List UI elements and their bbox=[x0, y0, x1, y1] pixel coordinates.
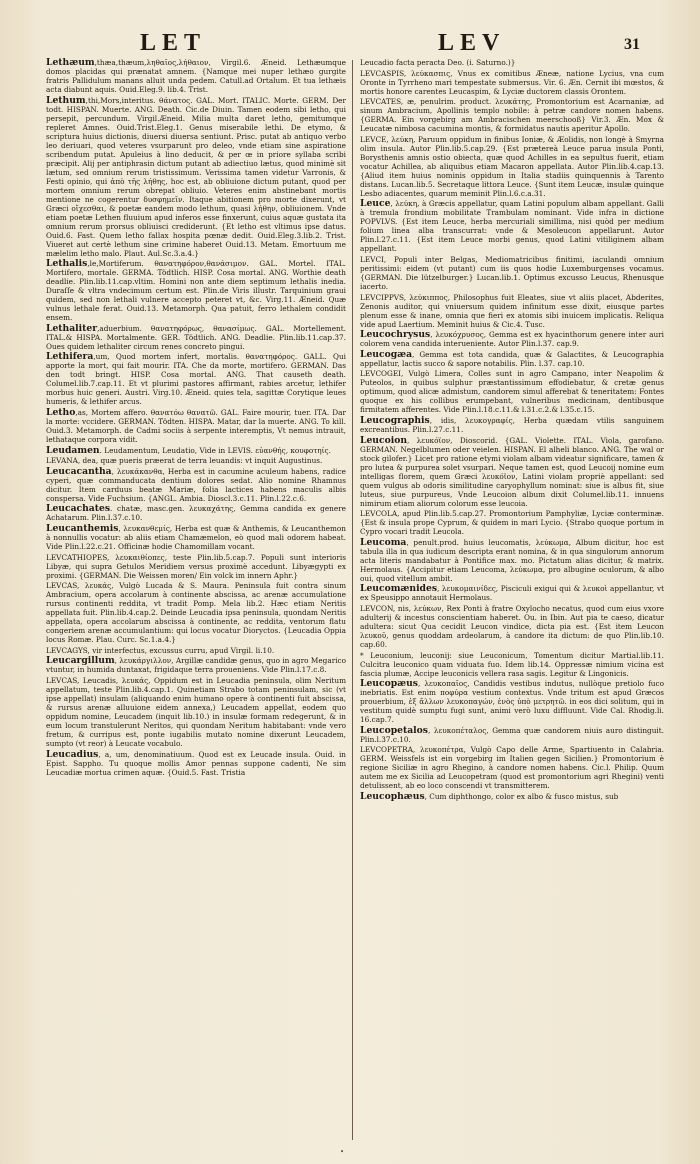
dictionary-entry bbox=[360, 651, 664, 678]
entry-text: LEVCATHIOPES, λευκαιθίοπες, teste Plin.lib.5.cap.7. Populi sunt interioris Libyæ, qui supra Getulos Meridiem versus proximè accedunt. Libyægypti ex proximi. {GERMAN. Die Weissen moren/ Ein volck im innern Aphr.} bbox=[46, 552, 346, 580]
entry-text: , λευκομαινίδες, Pisciculi exigui qui & λευκοὶ appellantur, vt ex Speusippo annotauit Hermolaus. bbox=[360, 584, 664, 603]
entry-text: ,as, Mortem affero. θανατόω θανατῶ. GAL. Faire mourir, tuer. ITA. Dar la morte: vccidere. GERMAN. Tödten. HISPA. Matar, dar la muerte. ANG. To kill. Ouid.3. Metamorph. de Cadmi sociis à serpente interemptis, Vt nemus intrauit, lethataque corpora vidit. bbox=[46, 407, 346, 444]
entry-text: LEVANA, dea, quæ pueris præerat de terra leuandis: vt inquit Augustinus. bbox=[46, 456, 323, 466]
entry-text: LEVCAGYS, vir interfectus, excussus curru, apud Virgil. li.10. bbox=[46, 645, 275, 655]
entry-headword: Leucopæus bbox=[360, 678, 418, 690]
dictionary-entry bbox=[46, 352, 346, 406]
entry-headword: Lethalis bbox=[46, 258, 88, 270]
entry-headword: Leucopetalos bbox=[360, 724, 428, 736]
entry-text: LEVCAS, Leucadis, λευκάς, Oppidum est in Leucadia peninsula, olim Neritum appellatum, teste Plin.lib.4.cap.1. Quinetiam Strabo totam peninsulam, sic (vt ipse appellat) insulam (aliquando enim humano opere à continenti fuit abscissa, & rursus arenæ alluuione eidem annexa,) Leucadem appellat, eodem quo oppidum nomine, Leucadem (inquit lib.10.) in insulæ formam redegerunt, & in eum locum transtulerunt Neritos, qui quondam Neritum habitabant: vnde vero fretum, & curripus est, ponte iugabilis mutato nomine dixerunt Leucadem, sumpto (vt reor) à Leucate vocabulo. bbox=[46, 675, 346, 748]
dictionary-entry bbox=[46, 750, 346, 777]
entry-text: , Gemma est tota candida, quæ & Galactites, & Leucographia appellatur, lactis succo & sapore notabilis. Plin. l.37. cap.10. bbox=[360, 349, 664, 368]
entry-text: LEVCASPIS, λεύκασπις, Vnus ex comitibus Æneæ, natione Lycius, vna cum Oronte in Tyrrheno mari tempestate submersus. Vir. 6. Æn. Cernit ibi mœstos, & mortis honore carentes Leucaspim, & Lyciæ ductorem classis Orontem. bbox=[360, 68, 664, 96]
entry-headword: Letho bbox=[46, 406, 76, 418]
entry-text: LEVCOLA, apud Plin.lib.5.cap.27. Promontorium Pamphyliæ, Lyciæ conterminæ. {Est & insula prope Cyprum, & quidem in mari Lycio. {Strabo quoque portum in Cypro vocari tradit Leucola. bbox=[360, 509, 664, 537]
dictionary-entry bbox=[360, 330, 664, 348]
dictionary-entry bbox=[360, 584, 664, 602]
header-left-catchword: LET bbox=[140, 30, 207, 56]
entry-text: LEVCON, nis, λεύκων, Rex Ponti à fratre Oxylocho necatus, quod cum eius vxore adulterij & incestus conscientiam haberet. Ou. in Ibin. Aut pia te caeso, dicatur adultera: sicut Qua cecidit Leucon vindice, dicta pia est. {Est item Leucon λευκοῦ, genus quoddam ardeolarum, à candore ita dictum: de quo Plin.lib.10. cap.60. bbox=[360, 603, 664, 649]
column-divider bbox=[352, 60, 353, 1140]
entry-headword: Leucoma bbox=[360, 536, 407, 548]
entry-headword: Lethifera bbox=[46, 351, 94, 363]
entry-headword: Leucoion bbox=[360, 434, 408, 446]
entry-text: ,thæa,thæum,ληθαῖος,λήθαιον, Virgil.6. Æneid. Lethæumque domos placidas qui prænatat amnem. {Namque mei nuper lethæo gurgite fratris Pallidulum manans alluit unda pedem. Catull.ad Ortalum. Et tua lethæis acta diabunt aquis. Ouid.Eleg.9. lib.4. Trist. bbox=[46, 58, 346, 94]
entry-text: , λευκόϊον, Dioscorid. {GAL. Violette. ITAL. Viola, garofano. GERMAN. Negelblumen oder veielen. HISPAN. El alheli blanco. ANG. The wal or stock gilofer.} Licet pro ratione etymi violam albam videatur significare, tamen & pro lutea & purpurea solet vsurpari. Neque tamen est, quod Leucoij nomine eum intelligas florem, quem Græci λευκόϊον, Latini violam propriè appellant: sed quem vulgus ab odoris similitudine caryophyllum nominat: siue is albus fit, siue luteus, siue purpureus, Vnde Leucoion album dixit Columel.lib.11. innuens nimirum etiam aliorum colorum esse leucoia. bbox=[360, 435, 664, 508]
dictionary-entry bbox=[46, 676, 346, 748]
entry-text: , λευκοπαῖος, Candidis vestibus indutus, nullòque pretiolo fuco inebriatis. Est enim ποφύρα vestium contextus. Vnde tritum est apud Græcos prouerbium, ἐξ ἄλλων λευκοπαγών, ἑνὸς ὑπὸ μετρητῶ. in eos dici solitum, qui in vestitum quidè sumptu fugi sunt, animi verò luxu diffluunt. Vide Cal. Rhodig.li. 16.cap.7. bbox=[360, 679, 664, 725]
entry-text: LEVCOGEI, Vulgò Limera, Colles sunt in agro Campano, inter Neapolim & Puteolos, in quibus sulphur præstantissimum effodiebatur, & cretæ genus optimum, quod alicæ admistum, candorem simul afferebat & teneritatem: Fontes quoque ex his collibus erumpebant, vulneribus medicinam, dentibusque firmitatem afferentes. Vide Plin.l.18.c.11.& l.31.c.2.& l.35.c.15. bbox=[360, 369, 664, 415]
dictionary-entry bbox=[46, 456, 346, 465]
entry-text: , λευκανθεμίς, Herba est quæ & Anthemis, & Leucanthemon à nonnullis vocatur: ab aliis etiam Chamæmelon, eò quod mali odorem habeat. Vide Plin.l.22.c.21. Officinæ hodie Chamomillam vocant. bbox=[46, 523, 346, 551]
entry-text: ,thi,Mors,interitus. θάνατος. GAL. Mort. ITALIC. Morte. GERM. Der todt. HISPAN. Muerte. ANG. Death. Cic.de Diuin. Tamen eodem sibi letho, qui persepit, percundum. Virgil.Æneid. Milia multa daret letho, gemitumque repleret Amnes. Ouid.Trist.Eleg.1. Genus miserabile lethi. De etymo, & scriptura huius dictionis, diuersi diuersa sentiunt. Prisc. putat ab antiquo verbo leo deriuari, quod veteres vsurparunt pro deleo, vnde etiam sine aspiratione scribendum putat. Apuleius à lino deducit, & per œ in priore syllaba scribi præcipit. Alij per antiphrasin dictum putant ab adiectiuo lætus, quod minimè sit lætum, sed omnium rerum tristissimum. Verissima tamen videtur Varronis, & Festi opinio, qui ἀπὸ τῆς λήθης, hoc est, ab obliuione dictum putant, quod per mortem omnium rerum obrepat obliuio. Veteres enim abstinebant mortis mentione ne cogerentur δυσφημεῖν. Itaque abitionem pro morte dixerunt, vt Græci οἴχεσθαι, & poetæ eandem modo lethum, quasi λήθην, obliuionem. Vnde etiam poetæ Lethen fluuium apud inferos esse finxerunt, cuius aquæ gustata ita omnium rerum prorsus obliuisci crediderunt. {Et letho est vltimus ipse datus. Ouid.6. Fast. Quem letho fallax hospita pœnæ dedit. Ouid.Eleg.3.lib.2. Trist. Viueret aut certè lethum sine crimine haberet Ouid.13. Metam. Emortuum me mælelim letho malo. Plaut. Aul.Sc.3.a.4.} bbox=[46, 95, 346, 258]
entry-headword: Leucanthemis bbox=[46, 522, 119, 534]
dictionary-entry bbox=[360, 726, 664, 744]
entry-headword: Leucacantha bbox=[46, 465, 112, 477]
dictionary-entry bbox=[360, 792, 664, 801]
entry-text: LEVCAS, λευκάς, Vulgò Lucada & S. Maura. Peninsula fuit contra sinum Ambracium, opera accolarum à continente abscissa, ac arenæ accumulatione rursus continenti reddita, vt tradit Pomp. Mela lib.2. Hæc etiam Neritis appellata fuit. Plin.lib.4.cap.2. Deinde Leucadia ipsa peninsula, quondam Neritis appellata, opera accolarum abscissa à continente, ac reddita, ventorum flatu congeriem arenæ accumulantium: qui locus vocatur Dioryctos. {Leucadia Oppia locus Romæ. Plau. Curc. Sc.1.a.4.} bbox=[46, 581, 346, 645]
dictionary-entry bbox=[46, 656, 346, 674]
entry-headword: Leucachates bbox=[46, 503, 111, 515]
page-number: 31 bbox=[624, 36, 640, 53]
dictionary-entry bbox=[360, 255, 664, 291]
entry-headword: Leucomænides bbox=[360, 583, 437, 595]
entry-headword: Leucadius bbox=[46, 748, 99, 760]
entry-text: ,aduerbium. θανατηφόρως, θανασίμως. GAL. Mortellement. ITAL.& HISPA. Mortalmente. GER. Tödtlich. ANG. Deadlie. Plin.lib.11.cap.37. Oues quidem lethaliter circum renes concreto pingui. bbox=[46, 323, 346, 351]
right-column bbox=[360, 58, 664, 1143]
dictionary-entry bbox=[46, 96, 346, 258]
running-header bbox=[40, 30, 660, 56]
dictionary-entry bbox=[46, 446, 346, 455]
dictionary-entry bbox=[360, 745, 664, 790]
entry-text: LEVCE, λεύκη, Paruum oppidum in finibus Ioniæ, & Æolidis, non longè à Smyrna olim insula. Autor Plin.lib.5.cap.29. {Est prætereà Leuce parua insula Ponti, Borysthenis amnis ostio obiecta, quæ quod Achilles in ea sepultus fuerit, etiam vocatur Achillea, ab aliquibus etiam Macaron appellata. Autor Plin.lib.4.cap.13. {Aliud item huius nominis oppidum in Italia stadiis quinquennis à Tarento distans. Lucan.lib.5. Secretaque littora Leuce. {Sunt item Leucæ, insulæ quinque Lesbo adiacentes, quarum meminit Plin.l.6.c.a.31. bbox=[360, 134, 664, 198]
entry-text: , idis, λευκογραφίς, Herba quædam vtilis sanguinem excreantibus. Plin.l.27.c.11. bbox=[360, 415, 664, 434]
entry-headword: Leucographis bbox=[360, 414, 430, 426]
entry-headword: Lethæum bbox=[46, 58, 95, 68]
dictionary-entry bbox=[360, 679, 664, 724]
dictionary-entry bbox=[46, 467, 346, 503]
entry-headword: Lethaliter bbox=[46, 322, 98, 334]
left-column bbox=[46, 58, 346, 1143]
entry-headword: Leucochrysus bbox=[360, 329, 431, 341]
dictionary-entry bbox=[46, 504, 346, 522]
dictionary-entry bbox=[46, 259, 346, 322]
dictionary-entry bbox=[46, 581, 346, 644]
entry-text: LEVCI, Populi inter Belgas, Mediomatricibus finitimi, iaculandi omnium peritissimi: eidem (vt putant) cum iis quos hodie Luxemburgenses vocamus. {GERMAN. Die lützelburger.} Lucan.lib.1. Optimus excusso Leucus, Rhenusque iacerto. bbox=[360, 254, 664, 291]
dictionary-entry bbox=[360, 97, 664, 133]
entry-headword: Leucargillum bbox=[46, 655, 115, 667]
entry-text: ,um, Quod mortem infert, mortalis. θανατηφόρος. GALL. Qui apporte la mort, qui fait mourir. ITA. Che da morte, mortifero. GERMAN. Das den todt bringt. HISP. Cosa mortal. ANG. That causeth death. Columel.lib.7.cap.11. Et vt plurimi pastores affirmant, rabies arcetur, lethifer morbus huic generi. Austri. Virg.10. Æneid. quies tela, sagittæ Corytique leues humeris, & lethifer arcus. bbox=[46, 352, 346, 407]
entry-text: , penult.prod. huius leucomatis, λεύκωμα, Album dicitur, hoc est tabula illa in qua iudicum descripta erant nomina, & in qua singulorum annorum acta literis mandabatur à Pontifice max. mo. Pictatum alias dicitur, & matrix. Hermolaus. {Accipitur etiam Leucoma, λεύκωμα, pro albugine oculorum, & albo oui, quod vitellum ambit. bbox=[360, 537, 664, 583]
entry-headword: Leuce bbox=[360, 198, 391, 210]
entry-headword: Leudamen bbox=[46, 444, 100, 456]
entry-text: , a, um, denominatiuum. Quod est ex Leucade insula. Ouid. in Epist. Sappho. Tu quoque mollis Amor pennas suppone cadenti, Ne sim Leucadiæ mortua crimen aquæ. {Ouid.5. Fast. Tristia bbox=[46, 749, 346, 777]
entry-headword: Lethum bbox=[46, 94, 86, 106]
entry-text: LEVCIPPVS, λεύκιππος, Philosophus fuit Eleates, siue vt aliis placet, Abderites, Zenonis auditor, qui vniuersum quidem infinitum esse dixit, eiusque partes plenum esse & inane, omnia que fieri ex atomis sibi inuicem implicatis. Reliqua vide apud Laertium. Meminit huius & Cic.4. Tusc. bbox=[360, 292, 664, 329]
entry-text: . Leudamentum, Leudatio, Vide in LEVIS. εὐανθής, κουφοτηίς. bbox=[99, 445, 331, 455]
dictionary-entry bbox=[360, 69, 664, 96]
entry-text: Leucadio facta peracta Deo. (i. Saturno.)} bbox=[360, 58, 516, 67]
entry-text: , λευκόχρυσος, Gemma est ex hyacinthorum genere inter auri colorem vena candida interueniente. Autor Plin.l.37. cap.9. bbox=[360, 330, 664, 349]
dictionary-entry bbox=[360, 416, 664, 434]
entry-text: , λευκάργιλλον, Argillæ candidæ genus, quo in agro Megarico vtuntur, in humida duntaxat, frigidaque terra proueniens. Vide Plin.l.17.c.8. bbox=[46, 656, 346, 675]
entry-headword: Leucophæus bbox=[360, 790, 425, 802]
dictionary-entry bbox=[46, 408, 346, 444]
entry-text: , λευκοπέταλος, Gemma quæ candorem niuis auro distinguit. Plin.l.37.c.10. bbox=[360, 725, 664, 744]
entry-text: ,le,Mortiferum. θανατηφόρον,θανάσιμον. GAL. Mortel. ITAL. Mortifero, mortale. GERMA. Tödtlich. HISP. Cosa mortal. ANG. Worthie death deadlie. Plin.lib.11.cap.vltim. Homini non ante diem septimum lethalis inedia. Duraſſe & vltra vndecimum certum est. Plin.de Viris illustr. Tarquinium graui quidem, sed non lethali vulnere accepto peteret vt, &c. Virg.11. Æneid. Quæ vulnus lethale ferat. Ouid.13. Metamorph. Qua patuit, ferro lethalem condidit ensem. bbox=[46, 259, 346, 323]
dictionary-entry bbox=[360, 509, 664, 536]
entry-text: . chatæ, masc.gen. λευκαχάτης, Gemma candida ex genere Achatarum. Plin.l.37.c.10. bbox=[46, 504, 346, 523]
dictionary-entry bbox=[360, 538, 664, 583]
dictionary-entry bbox=[360, 58, 664, 67]
entry-text: * Leuconium, leuconij: siue Leuconicum, Tomentum dicitur Martial.lib.11. Culcitra leuconico quam viduata fuo. Idem lib.14. Oppressæ nimium vicina est fascia plumæ, Accipe leuconicis vellera rasa sagis. Legitur & Lingonicis. bbox=[360, 650, 664, 678]
dictionary-entry bbox=[46, 646, 346, 655]
entry-text: LEVCATES, æ, penulrim. product. λευκάτης, Promontorium est Acarnaniæ, ad sinum Ambracium, Apollinis templo nobile: à petræ candore nomen habens. {GERMA. Ein vorgebirg am Ambracischen meerschooß} Vir.3. Æn. Mox & Leucatæ nimbosa cacumina montis, & formidatus nautis aperitur Apollo. bbox=[360, 97, 664, 134]
dictionary-entry bbox=[360, 604, 664, 649]
entry-text: , λευκάκανθα, Herba est in cacumine aculeum habens, radice cyperi, quæ commanducata dentium dolores sedat. Alio nomine Rhamnus dicitur. Item carduus beatæ Mariæ, folia lactices habens maculis albis conspersa. Vide Fuchsium. {ANGL. Ambia. Dioscl.3.c.11. Plin.l.22.c.6. bbox=[46, 466, 346, 503]
entry-text: , Cum diphthongo, color ex albo & fusco mistus, sub bbox=[424, 791, 619, 801]
dictionary-entry bbox=[46, 553, 346, 580]
dictionary-entry bbox=[360, 350, 664, 368]
dictionary-entry bbox=[46, 324, 346, 351]
dictionary-entry bbox=[360, 135, 664, 198]
dictionary-entry bbox=[46, 524, 346, 551]
dictionary-entry bbox=[360, 369, 664, 414]
dictionary-entry bbox=[46, 58, 346, 94]
dictionary-entry bbox=[360, 436, 664, 508]
entry-headword: Leucogæa bbox=[360, 348, 413, 360]
entry-text: LEVCOPETRA, λευκοπέτρα, Vulgò Capo delle Arme, Spartiuento in Calabria. GERM. Weissfels ist ein vorgebirg im Italien gegen Sicilien.} Promontorium è regione Siciliæ in agro Rhegino, à candore nomen habens. Cic.l. Philip. Quum autem me ex Sicilia ad Leucopetram (quod est promontorium agri Rhegini) venti detulissent, ab eo loco conscendi vt transmitterem. bbox=[360, 745, 664, 791]
header-right-catchword: LEV bbox=[438, 30, 506, 56]
footer-mark: • bbox=[340, 1148, 345, 1156]
dictionary-entry bbox=[360, 293, 664, 329]
dictionary-entry bbox=[360, 199, 664, 253]
entry-text: , λεύκη, à Græcis appellatur, quam Latini populum albam appellant. Galli à tremula frondium mobilitate Trambulam nominant. Vide infra in dictione POPVLVS. {Est item Leuce, herba mercuriali simillima, nisi quòd per medium folium linea alba transcurrat: vnde & Mesoleucon appellarunt. Autor Plin.l.27.c.11. {Est item Leuce morbi genus, quod Latini vitiliginem albam appellant. bbox=[360, 199, 664, 254]
